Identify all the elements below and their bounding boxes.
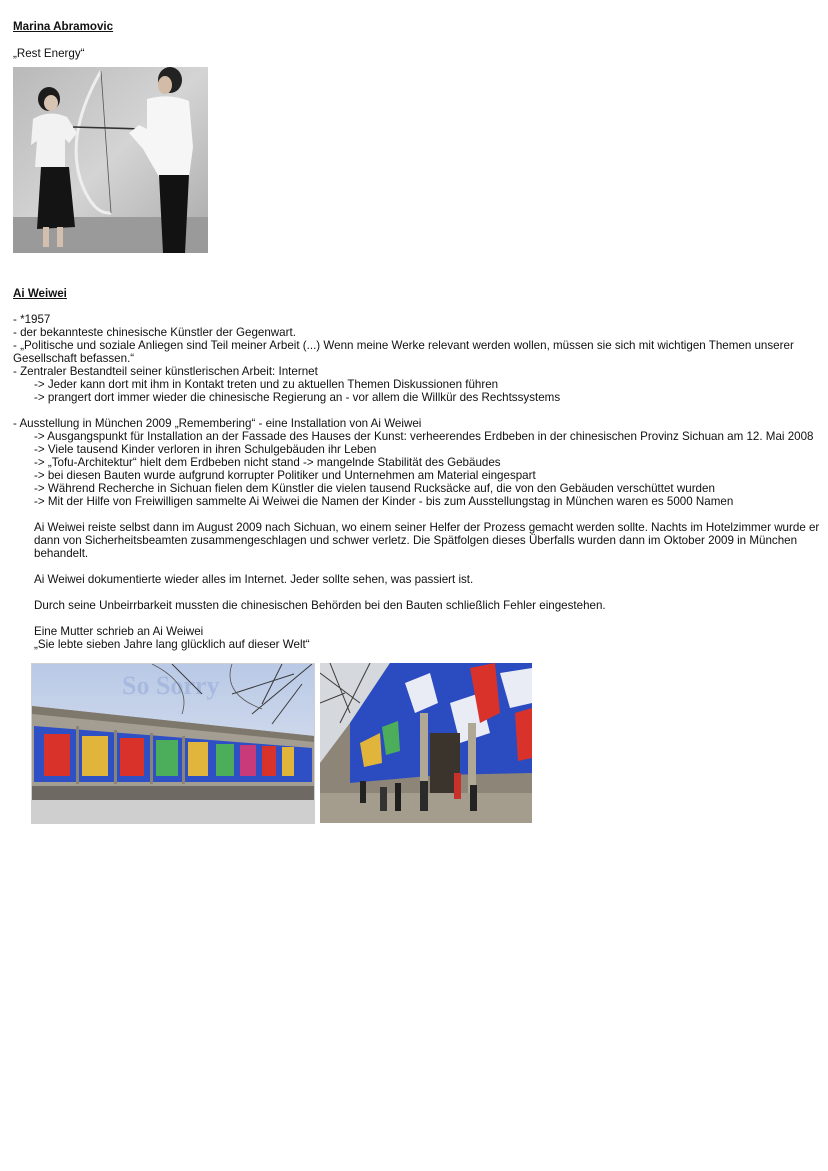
exhibition-point-5: -> Während Recherche in Sichuan fielen dem Künstler die vielen tausend Rucksäcke auf, die von den Gebäuden verschüttet wurden bbox=[34, 482, 715, 495]
bullet-best-known: - der bekannteste chinesische Künstler der Gegenwart. bbox=[13, 326, 296, 339]
paragraph-travel-line-2: dann von Sicherheitsbeamten zusammengeschlagen und schwer verletz. Die Spätfolgen dieses Überfalls wurden dann im Oktober 2009 in München bbox=[34, 534, 798, 547]
quote-intro: Eine Mutter schrieb an Ai Weiwei bbox=[34, 625, 204, 638]
so-sorry-watermark: So Sorry bbox=[122, 671, 220, 700]
paragraph-authorities: Durch seine Unbeirrbarkeit mussten die chinesischen Behörden bei den Bauten schließlich Fehler eingestehen. bbox=[34, 599, 606, 612]
facade-closeup-photo bbox=[320, 663, 532, 823]
paragraph-internet-documentation: Ai Weiwei dokumentierte wieder alles im Internet. Jeder sollte sehen, was passiert ist. bbox=[34, 573, 474, 586]
paragraph-travel-line-1: Ai Weiwei reiste selbst dann im August 2009 nach Sichuan, wo einem seiner Helfer der Prozess gemacht werden sollte. Nachts im Hotelzimmer wurde er bbox=[34, 521, 820, 534]
internet-point-contact: -> Jeder kann dort mit ihm in Kontakt treten und zu aktuellen Themen Diskussionen führen bbox=[34, 378, 499, 391]
bullet-birth-year: - *1957 bbox=[13, 313, 51, 326]
internet-point-government: -> prangert dort immer wieder die chinesische Regierung an - vor allem die Willkür des Rechtssystems bbox=[34, 391, 561, 404]
artwork-title-rest-energy: „Rest Energy“ bbox=[13, 47, 85, 60]
heading-ai-weiwei: Ai Weiwei bbox=[13, 287, 67, 300]
heading-marina-abramovic: Marina Abramovic bbox=[13, 20, 114, 33]
bullet-internet: - Zentraler Bestandteil seiner künstlerischen Arbeit: Internet bbox=[13, 365, 318, 378]
bullet-exhibition: - Ausstellung in München 2009 „Remembering“ - eine Installation von Ai Weiwei bbox=[13, 417, 422, 430]
exhibition-point-6: -> Mit der Hilfe von Freiwilligen sammelte Ai Weiwei die Namen der Kinder - bis zum Ausstellungstag in München waren es 5000 Namen bbox=[34, 495, 734, 508]
haus-der-kunst-facade-photo bbox=[31, 663, 315, 824]
exhibition-point-2: -> Viele tausend Kinder verloren in ihren Schulgebäuden ihr Leben bbox=[34, 443, 377, 456]
exhibition-point-4: -> bei diesen Bauten wurde aufgrund korrupter Politiker und Unternehmen am Material eingespart bbox=[34, 469, 536, 482]
paragraph-travel-line-3: behandelt. bbox=[34, 547, 89, 560]
exhibition-point-3: -> „Tofu-Architektur“ hielt dem Erdbeben nicht stand -> mangelnde Stabilität des Gebäudes bbox=[34, 456, 501, 469]
bullet-quote-line-2: Gesellschaft befassen.“ bbox=[13, 352, 135, 365]
bullet-quote-line-1: - „Politische und soziale Anliegen sind Teil meiner Arbeit (...) Wenn meine Werke relevant werden wollen, müssen sie sich mit wichtigen Themen unserer bbox=[13, 339, 794, 352]
exhibition-point-1: -> Ausgangspunkt für Installation an der Fassade des Hauses der Kunst: verheerendes Erdbeben in der chinesischen Provinz Sichuan am 12. Mai 2008 bbox=[34, 430, 814, 443]
rest-energy-photo bbox=[13, 67, 208, 253]
mother-quote: „Sie lebte sieben Jahre lang glücklich auf dieser Welt“ bbox=[34, 638, 310, 651]
